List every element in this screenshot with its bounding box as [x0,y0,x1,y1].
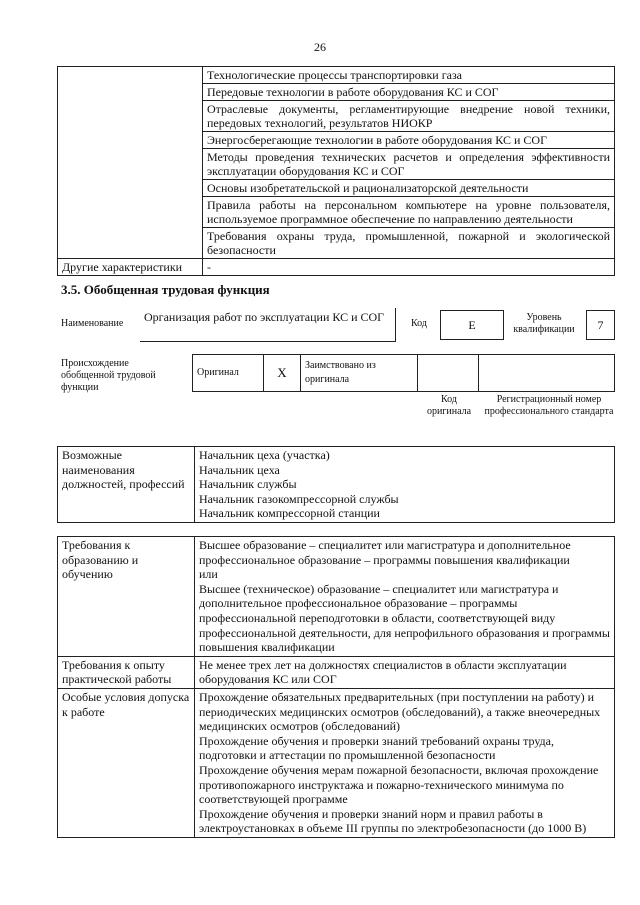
positions-list [195,447,615,523]
code-value: E [468,318,476,332]
code-original-caption: Код оригинала [426,394,472,417]
requirements-table [57,536,615,838]
original-mark: X [264,355,301,392]
position-item: Начальник цеха (участка) [199,448,330,462]
requirement-line: или [199,567,218,582]
knowledge-item: Методы проведения технических расчетов и определения эффективности эксплуатации оборудования КС и СОГ [203,149,615,180]
position-item: Начальник цеха [199,462,280,477]
other-characteristics-value: - [203,259,615,276]
origin-label: Происхождение обобщенной трудовой функции [61,358,156,393]
requirement-line: Прохождение обучения и проверки знаний требований охраны труда, подготовки и аттестации по промышленной безопасности [199,733,554,763]
level-box [586,310,615,340]
requirement-line: Прохождение обучения и проверки знаний норм и правил работы в электроустановках в объеме III группы по электробезопасности (до 1000 В) [199,806,587,836]
admission-value [195,688,615,837]
name-label: Наименование [61,318,124,329]
origin-table [192,354,615,392]
level-label: Уровень квалификации [513,312,575,335]
positions-table [57,446,615,523]
section-title: 3.5. Обобщенная трудовая функция [61,282,270,297]
admission-label: Особые условия допуска к работе [58,688,195,837]
page-number: 26 [314,40,326,54]
function-name-value: Организация работ по эксплуатации КС и СОГ [144,310,385,324]
requirement-line: Прохождение обязательных предварительных (при поступлении на работу) и периодических медицинских осмотров (обследований), а также внеочередных медицинских осмотров (обследований) [199,689,601,734]
knowledge-item: Технологические процессы транспортировки газа [203,67,615,84]
experience-label: Требования к опыту практической работы [58,656,195,688]
position-item: Начальник газокомпрессорной службы [199,491,399,506]
requirement-line: Не менее трех лет на должностях специалистов в области эксплуатации оборудования КС или СОГ [199,657,567,687]
code-label: Код [411,318,427,329]
knowledge-item: Требования охраны труда, промышленной, пожарной и экологической безопасности [203,228,615,259]
code-box [440,310,504,340]
knowledge-item: Основы изобретательской и рационализаторской деятельности [203,180,615,197]
knowledge-item: Передовые технологии в работе оборудования КС и СОГ [203,84,615,101]
level-value: 7 [597,318,604,332]
reg-number-caption: Регистрационный номер профессионального стандарта [484,394,614,417]
reg-number-cell [479,355,615,392]
code-original-cell [418,355,479,392]
requirement-line: Высшее образование – специалитет или магистратура и дополнительное профессиональное образование – программы повышения квалификации [199,538,571,567]
knowledge-item: Правила работы на персональном компьютере на уровне пользователя, используемое программное обеспечение по направлению деятельности [203,197,615,228]
other-characteristics-label: Другие характеристики [58,259,203,276]
requirement-line: Прохождение обучения мерам пожарной безопасности, включая прохождение противопожарного инструктажа и пожарно-технического минимума по соответствующей программе [199,762,599,807]
function-name-box [140,308,396,342]
experience-value [195,656,615,688]
knowledge-continuation-table [57,66,615,276]
education-value [195,537,615,657]
position-item: Начальник компрессорной станции [199,506,380,521]
original-label: Оригинал [193,355,264,392]
borrowed-label: Заимствовано из оригинала [301,355,418,392]
position-item: Начальник службы [199,477,297,492]
positions-label: Возможные наименования должностей, профессий [58,447,195,523]
knowledge-item: Энергосберегающие технологии в работе оборудования КС и СОГ [203,132,615,149]
empty-label-cell [58,67,203,259]
requirement-line: Высшее (техническое) образование – специалитет или магистратура и дополнительное профессиональное образование – программы профессиональной переподготовки в области, соответствующей виду профессиональной деятельности, для непрофильного образования и программы повышения квалификации [199,581,610,655]
education-label: Требования к образованию и обучению [58,537,195,657]
knowledge-item: Отраслевые документы, регламентирующие внедрение новой техники, передовых технологий, результатов НИОКР [203,101,615,132]
